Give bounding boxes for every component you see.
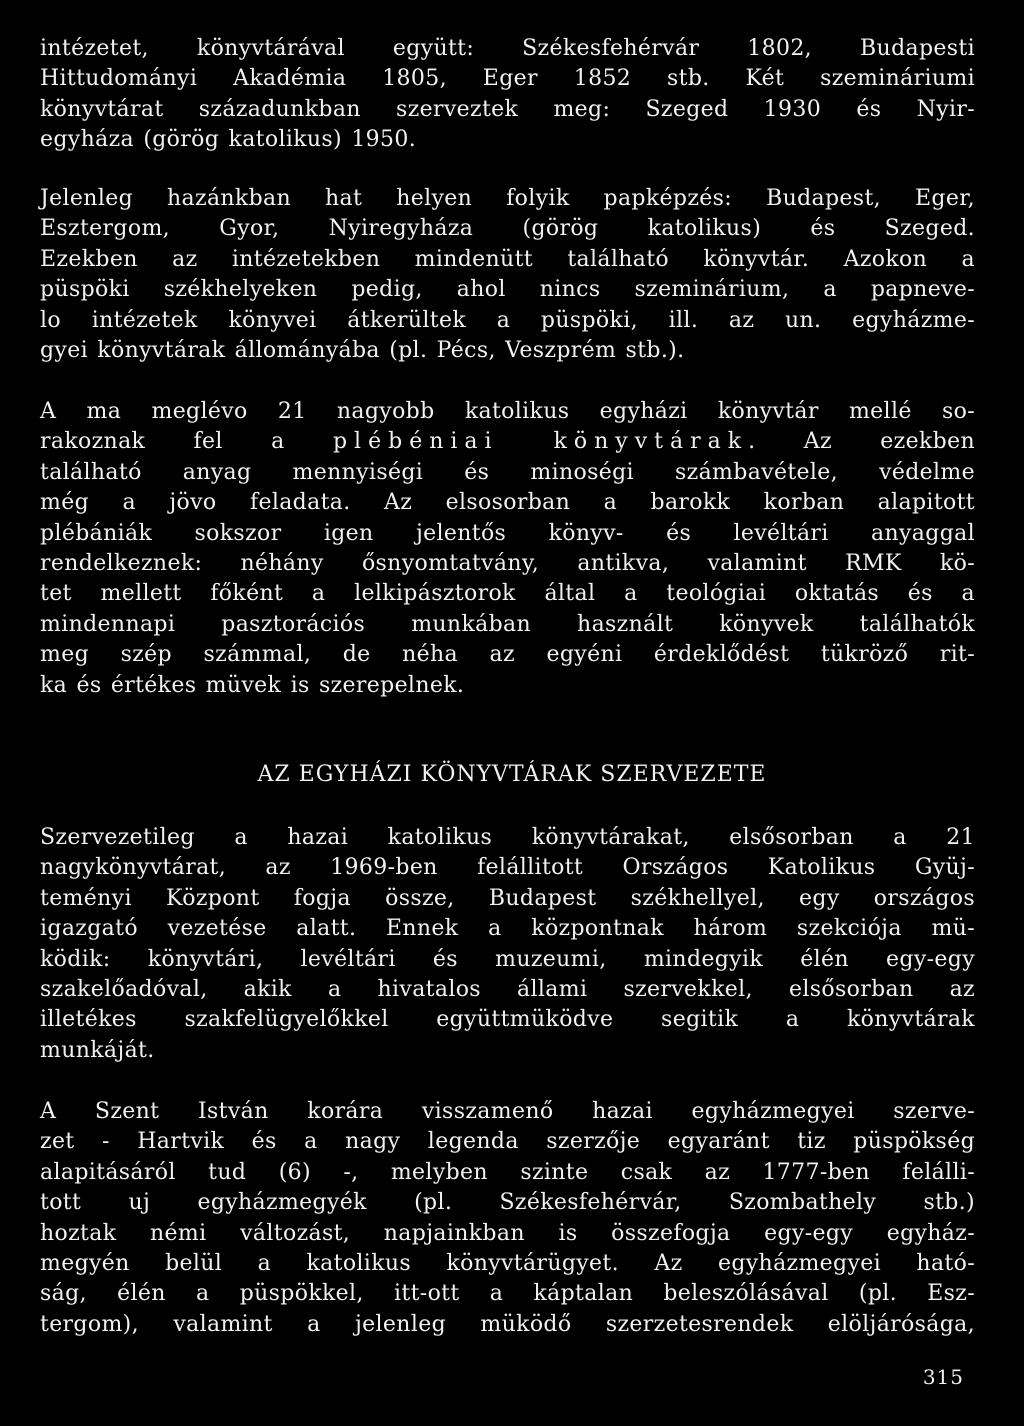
text-line: munkáját. — [40, 1037, 155, 1063]
text-line: meg szép számmal, de néha az egyéni érdeklődést tükröző rit- — [40, 642, 975, 668]
text-line: Szervezetileg a hazai katolikus könyvtárakat, elsősorban a 21 — [40, 825, 975, 850]
text-line: igazgató vezetése alatt. Ennek a központnak három szekciója mü- — [40, 916, 975, 942]
text-line: Esztergom, Gyor, Nyiregyháza (görög katolikus) és Szeged. — [40, 216, 975, 242]
text-line: könyvtárat századunkban szerveztek meg: Szeged 1930 és Nyir- — [40, 96, 975, 122]
text-line: gyei könyvtárak állományába (pl. Pécs, Veszprém stb.). — [40, 338, 685, 364]
text-line: tott uj egyházmegyék (pl. Székesfehérvár, Szombathely stb.) — [40, 1190, 975, 1216]
text-line: lo intézetek könyvei átkerültek a püspöki, ill. az un. egyházme- — [40, 307, 975, 333]
section-heading: AZ EGYHÁZI KÖNYVTÁRAK SZERVEZETE — [257, 762, 767, 787]
text-line: ködik: könyvtári, levéltári és muzeumi, mindegyik élén egy-egy — [40, 946, 975, 972]
text-line: szakelőadóval, akik a hivatalos állami szervekkel, elsősorban az — [40, 977, 975, 1003]
text-line: egyháza (görög katolikus) 1950. — [40, 127, 417, 153]
text-line: intézetet, könyvtárával együtt: Székesfehérvár 1802, Budapesti — [40, 36, 975, 61]
text-line: A ma meglévo 21 nagyobb katolikus egyházi könyvtár mellé so- — [40, 399, 975, 424]
text-line: tergom), valamint a jelenleg müködő szerzetesrendek elöljárósága, — [40, 1311, 975, 1337]
text-line: ság, élén a püspökkel, itt-ott a káptalan beleszólásával (pl. Esz- — [40, 1281, 975, 1307]
text-line: ka és értékes müvek is szerepelnek. — [40, 672, 465, 698]
paragraph-2 — [40, 184, 975, 366]
page-number: 315 — [922, 1365, 964, 1389]
text-line: nagykönyvtárat, az 1969-ben felállitott Országos Katolikus Gyüj- — [40, 855, 975, 881]
text-line: A Szent István korára visszamenő hazai egyházmegyei szerve- — [40, 1099, 975, 1124]
text-line: még a jövo feladata. Az elsosorban a barokk korban alapitott — [40, 490, 975, 516]
text-line: megyén belül a katolikus könyvtárügyet. Az egyházmegyei ható- — [40, 1251, 975, 1277]
text-segment: rakoznak fel a — [40, 429, 333, 455]
text-line: Ezekben az intézetekben mindenütt található könyvtár. Azokon a — [40, 246, 975, 272]
text-line: található anyag mennyiségi és minoségi számbavétele, védelme — [40, 459, 975, 485]
text-line: illetékes szakfelügyelőkkel együttmüködve segitik a könyvtárak — [40, 1007, 975, 1033]
text-line: tet mellett főként a lelkipásztorok által a teológiai oktatás és a — [40, 581, 975, 607]
paragraph-4 — [40, 823, 975, 1066]
text-line: Hittudományi Akadémia 1805, Eger 1852 stb. Két szemináriumi — [40, 66, 975, 92]
text-line: rendelkeznek: néhány ősnyomtatvány, antikva, valamint RMK kö- — [40, 551, 975, 577]
text-line: mindennapi pasztorációs munkában használt könyvek találhatók — [40, 611, 975, 637]
paragraph-3 — [40, 397, 975, 701]
text-line: hoztak némi változást, napjainkban is összefogja egy-egy egyház- — [40, 1220, 975, 1246]
text-segment: . Az ezekben — [748, 429, 975, 455]
text-line: zet - Hartvik és a nagy legenda szerzője egyaránt tiz püspökség — [40, 1129, 975, 1155]
text-line: teményi Központ fogja össze, Budapest székhellyel, egy országos — [40, 885, 975, 911]
text-line: Jelenleg hazánkban hat helyen folyik papképzés: Budapest, Eger, — [40, 186, 975, 211]
paragraph-5 — [40, 1097, 975, 1340]
text-line: plébániák sokszor igen jelentős könyv- és levéltári anyaggal — [40, 520, 975, 546]
paragraph-1 — [40, 34, 975, 156]
text-line — [40, 427, 975, 457]
text-line: püspöki székhelyeken pedig, ahol nincs szeminárium, a papneve- — [40, 277, 975, 303]
emphasized-term: plébéniai könyvtárak — [332, 429, 749, 455]
text-line: alapitásáról tud (6) -, melyben szinte csak az 1777-ben felálli- — [40, 1159, 975, 1185]
